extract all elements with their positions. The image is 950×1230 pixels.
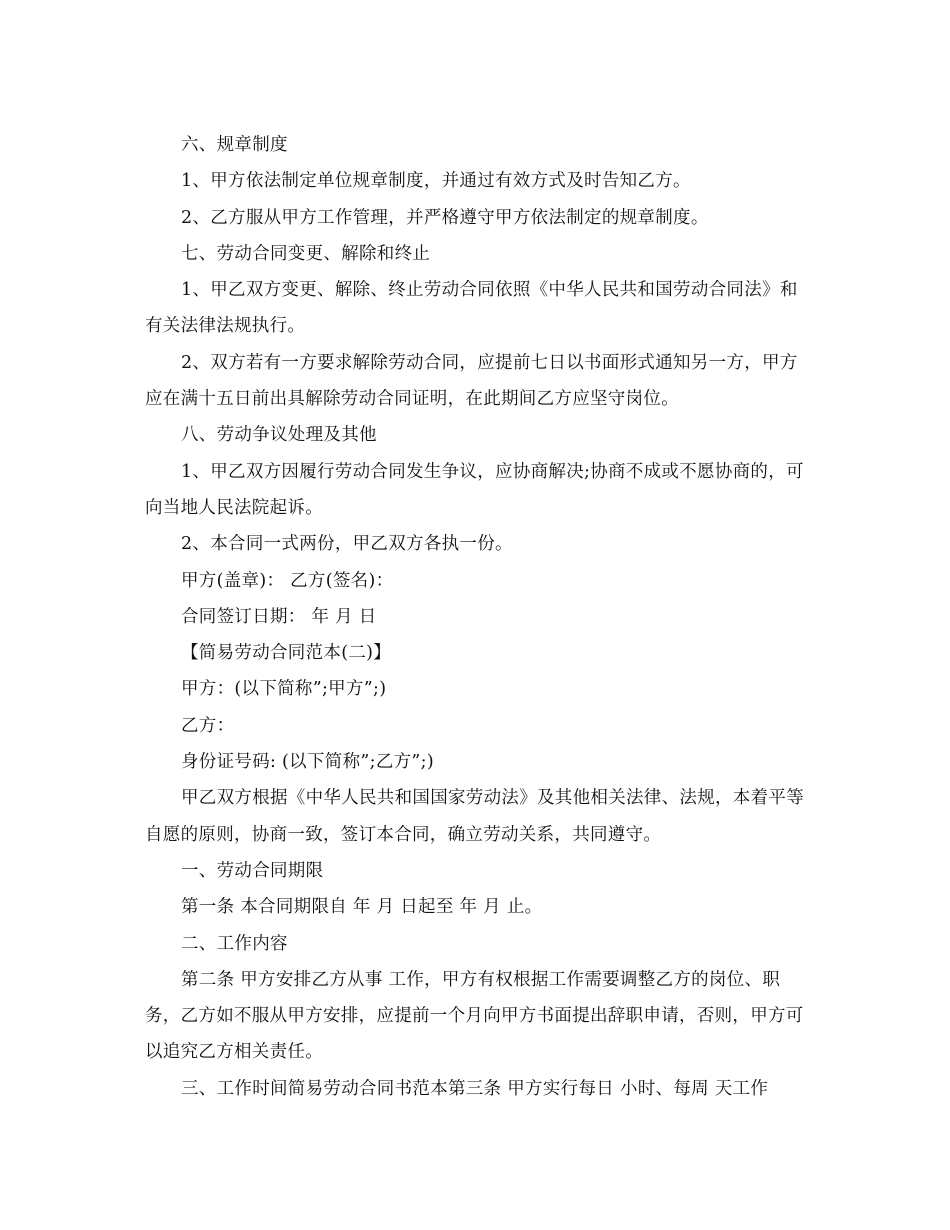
section-heading-contract-change: 七、劳动合同变更、解除和终止	[181, 243, 431, 264]
article-2: 第二条 甲方安排乙方从事 工作，甲方有权根据工作需要调整乙方的岗位、职务，乙方如不服从甲方安排，应提前一个月向甲方书面提出辞职申请，否则，甲方可以追究乙方相关责任。	[145, 969, 804, 1063]
paragraph: 甲乙双方根据《中华人民共和国国家劳动法》及其他相关法律、法规，本着平等自愿的原则，协商一致，签订本合同，确立劳动关系，共同遵守。	[145, 788, 804, 845]
paragraph: 2、乙方服从甲方工作管理，并严格遵守甲方依法制定的规章制度。	[181, 207, 709, 228]
paragraph: 2、双方若有一方要求解除劳动合同，应提前七日以书面形式通知另一方，甲方应在满十五日前出具解除劳动合同证明，在此期间乙方应坚守岗位。	[145, 352, 798, 410]
signature-line: 甲方(盖章)： 乙方(签名)：	[181, 570, 394, 591]
paragraph: 1、甲方依法制定单位规章制度，并通过有效方式及时告知乙方。	[181, 171, 691, 192]
paragraph: 1、甲乙双方变更、解除、终止劳动合同依照《中华人民共和国劳动合同法》和有关法律法规执行。	[145, 280, 798, 337]
section-heading-dispute: 八、劳动争议处理及其他	[181, 425, 377, 446]
party-a-line: 甲方：(以下简称”;甲方”;)	[181, 679, 387, 700]
paragraph: 1、甲乙双方因履行劳动合同发生争议，应协商解决;协商不成或不愿协商的，可向当地人民法院起诉。	[145, 461, 804, 518]
signing-date-line: 合同签订日期： 年 月 日	[181, 606, 377, 627]
document-body	[145, 127, 807, 1107]
section-heading-work-time: 三、工作时间简易劳动合同书范本第三条 甲方实行每日 小时、每周 天工作	[181, 1078, 769, 1099]
section-heading-work-content: 二、工作内容	[181, 933, 288, 954]
template-title: 【简易劳动合同范本(二)】	[181, 643, 392, 664]
section-heading-rules: 六、规章制度	[181, 135, 288, 155]
id-number-line: 身份证号码: (以下简称”;乙方”;)	[181, 752, 434, 773]
paragraph: 2、本合同一式两份，甲乙双方各执一份。	[181, 534, 513, 555]
article-1: 第一条 本合同期限自 年 月 日起至 年 月 止。	[181, 897, 543, 918]
party-b-line: 乙方：	[181, 715, 235, 736]
section-heading-term: 一、劳动合同期限	[181, 860, 324, 881]
